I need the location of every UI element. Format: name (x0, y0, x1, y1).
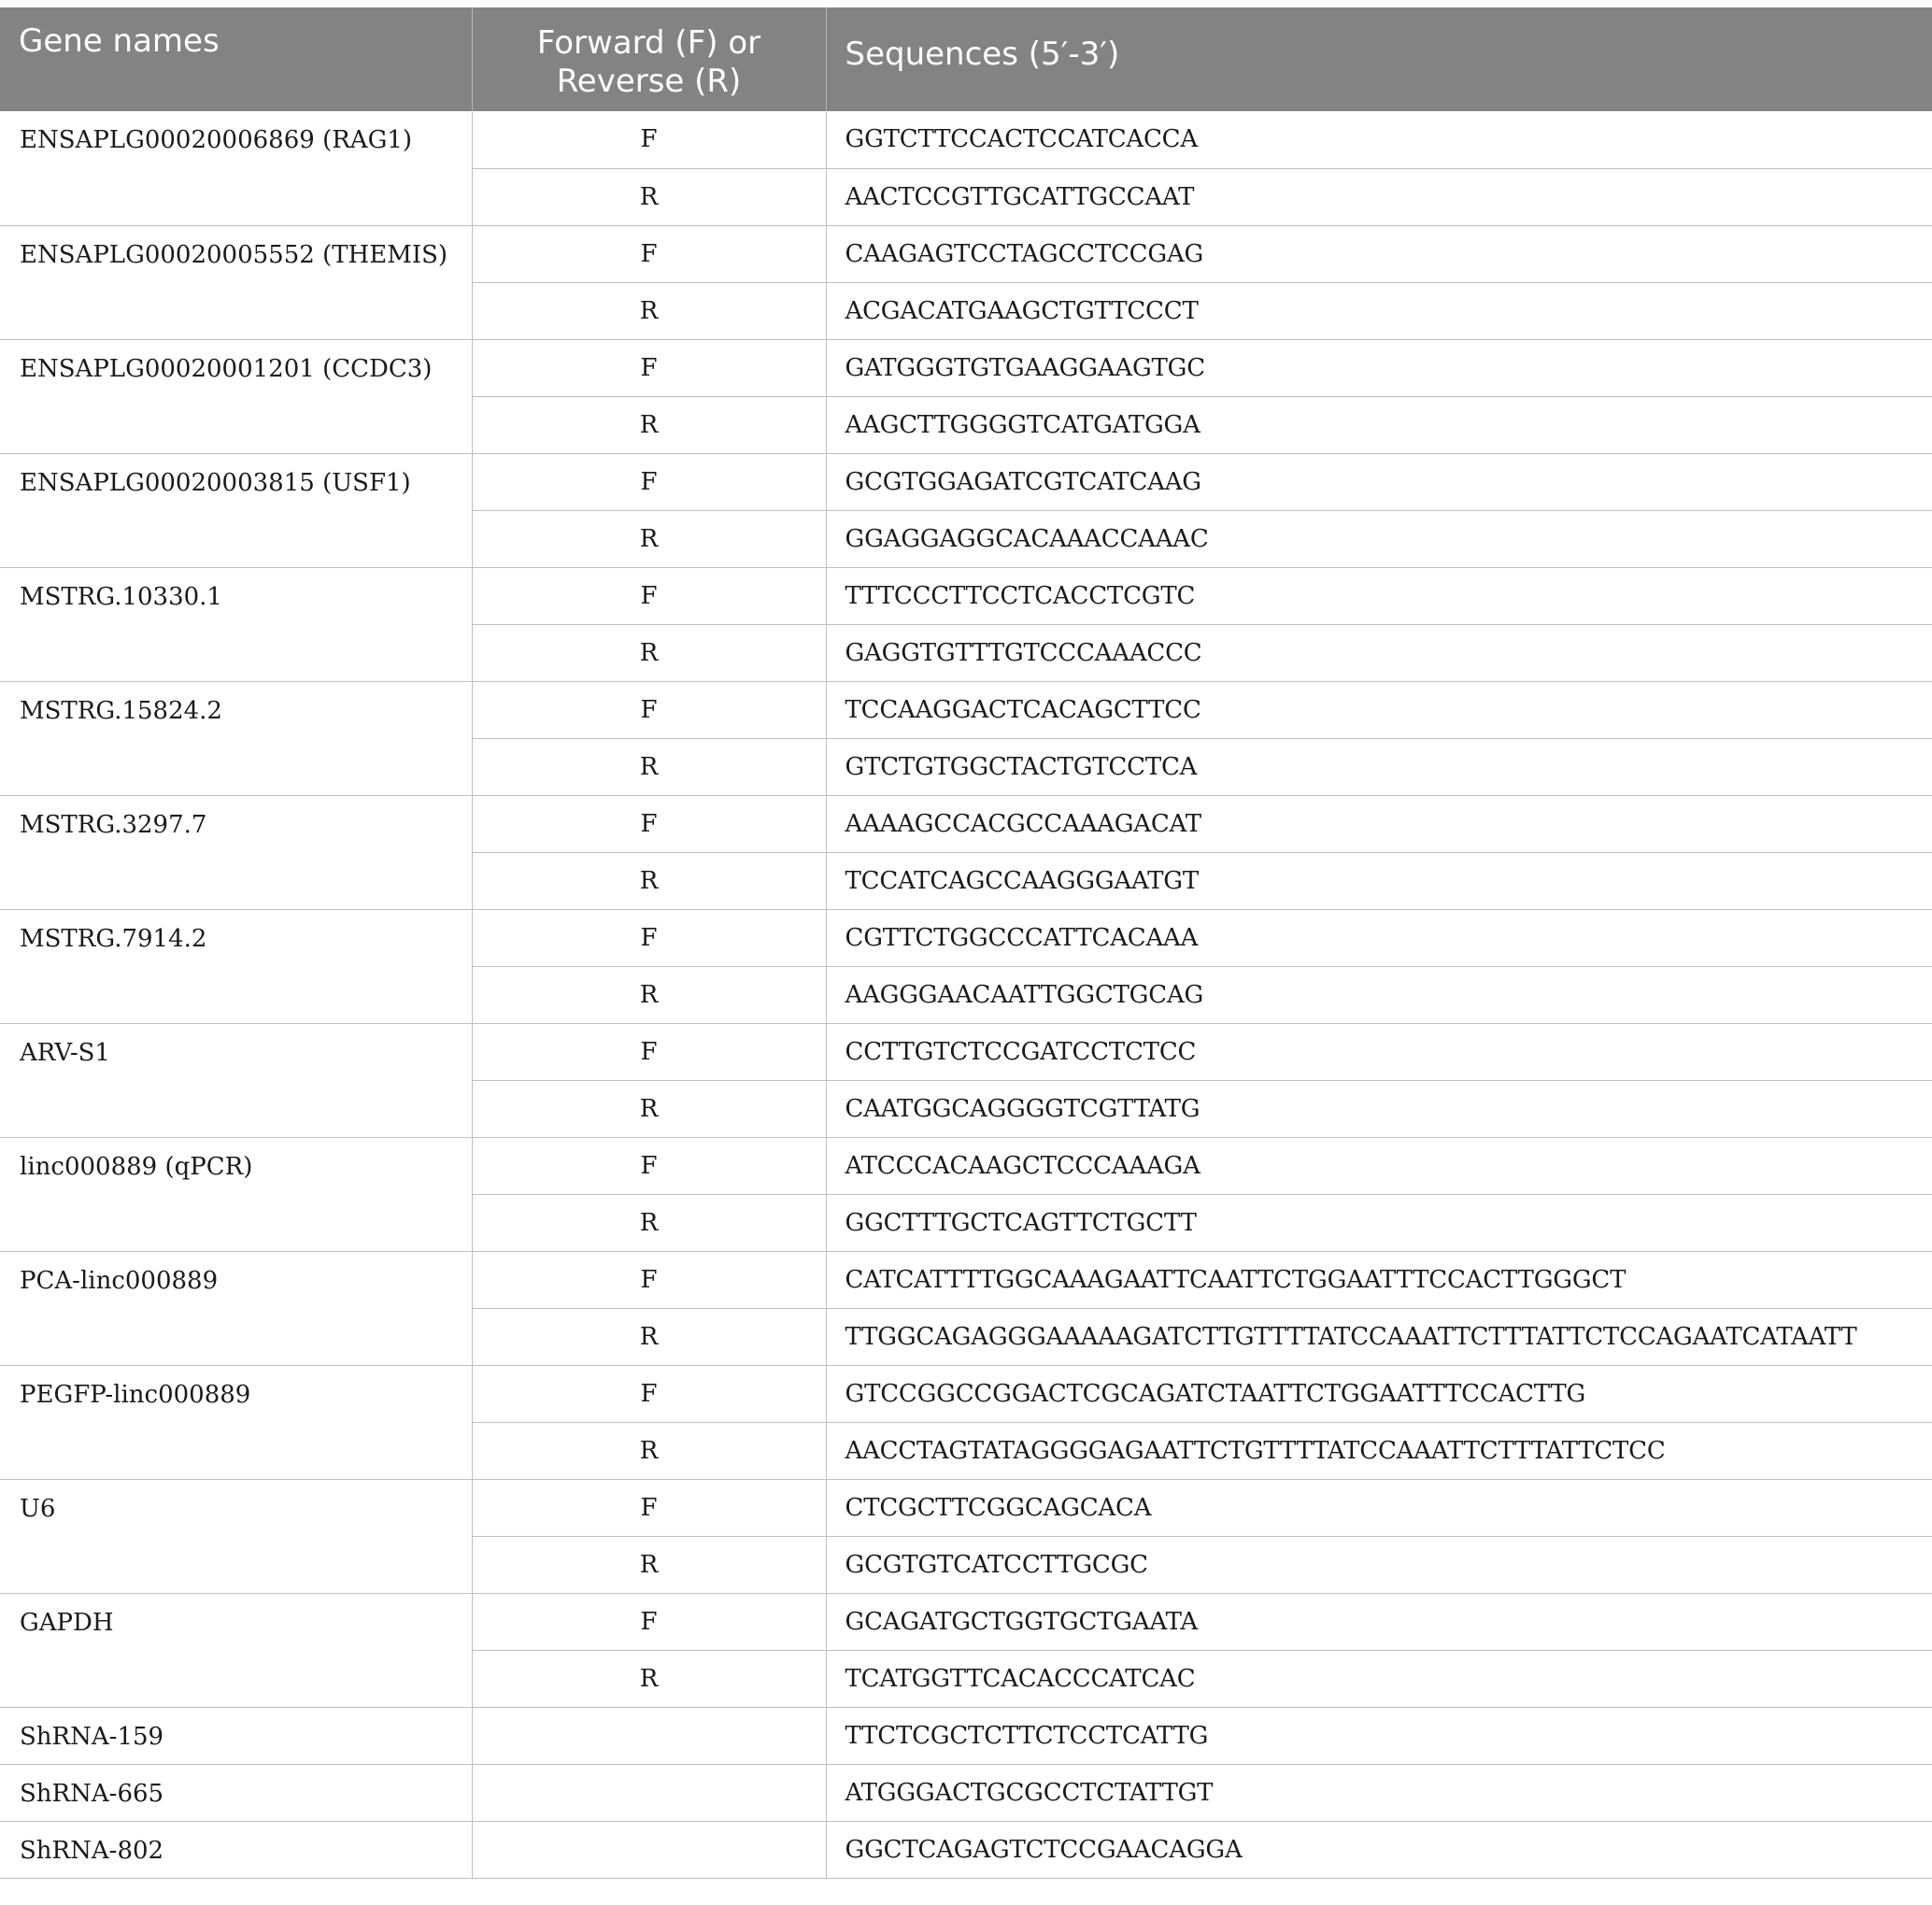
sequence-cell: TCCAAGGACTCACAGCTTCC (826, 681, 1932, 738)
sequence-cell: TCCATCAGCCAAGGGAATGT (826, 852, 1932, 909)
direction-cell: R (472, 852, 826, 909)
sequence-cell: GTCCGGCCGGACTCGCAGATCTAATTCTGGAATTTCCACTTG (826, 1365, 1932, 1422)
gene-name-cell: ShRNA-159 (0, 1707, 472, 1764)
table-row (0, 1479, 1932, 1536)
direction-cell: F (472, 453, 826, 510)
table-row (0, 1821, 1932, 1878)
direction-cell: R (472, 1422, 826, 1479)
direction-cell: R (472, 168, 826, 225)
direction-cell: R (472, 966, 826, 1023)
direction-cell: F (472, 339, 826, 396)
table-row (0, 225, 1932, 282)
direction-cell: R (472, 738, 826, 795)
header-sequences: Sequences (5′-3′) (826, 7, 1932, 111)
sequence-cell: AAGCTTGGGGTCATGATGGA (826, 396, 1932, 453)
direction-cell (472, 1764, 826, 1821)
sequence-cell: TTGGCAGAGGGAAAAAGATCTTGTTTTATCCAAATTCTTTATTCTCCAGAATCATAATT (826, 1308, 1932, 1365)
direction-cell: F (472, 681, 826, 738)
direction-cell: F (472, 1023, 826, 1080)
direction-cell: F (472, 567, 826, 624)
sequence-cell: GCAGATGCTGGTGCTGAATA (826, 1593, 1932, 1650)
sequence-cell: CGTTCTGGCCCATTCACAAA (826, 909, 1932, 966)
sequence-cell: CAAGAGTCCTAGCCTCCGAG (826, 225, 1932, 282)
table-row (0, 567, 1932, 624)
gene-name-cell: PEGFP-linc000889 (0, 1365, 472, 1479)
direction-cell: F (472, 1251, 826, 1308)
table-row (0, 1023, 1932, 1080)
gene-name-cell: MSTRG.10330.1 (0, 567, 472, 681)
gene-name-cell: PCA-linc000889 (0, 1251, 472, 1365)
direction-cell: F (472, 909, 826, 966)
sequence-cell: ACGACATGAAGCTGTTCCCT (826, 282, 1932, 339)
gene-name-cell: ARV-S1 (0, 1023, 472, 1137)
sequence-cell: ATCCCACAAGCTCCCAAAGA (826, 1137, 1932, 1194)
gene-name-cell: ShRNA-665 (0, 1764, 472, 1821)
direction-cell: F (472, 1479, 826, 1536)
direction-cell: F (472, 1137, 826, 1194)
direction-cell: F (472, 1365, 826, 1422)
table-row (0, 1593, 1932, 1650)
sequence-cell: GGCTCAGAGTCTCCGAACAGGA (826, 1821, 1932, 1878)
table-row (0, 909, 1932, 966)
sequence-cell: GGAGGAGGCACAAACCAAAC (826, 510, 1932, 567)
gene-name-cell: ENSAPLG00020001201 (CCDC3) (0, 339, 472, 453)
sequence-cell: GGTCTTCCACTCCATCACCA (826, 111, 1932, 168)
sequence-cell: GAGGTGTTTGTCCCAAACCC (826, 624, 1932, 681)
gene-name-cell: linc000889 (qPCR) (0, 1137, 472, 1251)
primer-table (0, 7, 1932, 1879)
sequence-cell: TCATGGTTCACACCCATCAC (826, 1650, 1932, 1707)
sequence-cell: GGCTTTGCTCAGTTCTGCTT (826, 1194, 1932, 1251)
gene-name-cell: U6 (0, 1479, 472, 1593)
table-body (0, 111, 1932, 1878)
header-direction: Forward (F) or Reverse (R) (472, 7, 826, 111)
sequence-cell: GCGTGTCATCCTTGCGC (826, 1536, 1932, 1593)
gene-name-cell: MSTRG.15824.2 (0, 681, 472, 795)
sequence-cell: GTCTGTGGCTACTGTCCTCA (826, 738, 1932, 795)
gene-name-cell: ENSAPLG00020003815 (USF1) (0, 453, 472, 567)
direction-cell: R (472, 1650, 826, 1707)
sequence-cell: AACTCCGTTGCATTGCCAAT (826, 168, 1932, 225)
sequence-cell: CCTTGTCTCCGATCCTCTCC (826, 1023, 1932, 1080)
sequence-cell: TTTCCCTTCCTCACCTCGTC (826, 567, 1932, 624)
table-row (0, 339, 1932, 396)
gene-name-cell: ENSAPLG00020006869 (RAG1) (0, 111, 472, 225)
direction-cell: R (472, 1080, 826, 1137)
gene-name-cell: ENSAPLG00020005552 (THEMIS) (0, 225, 472, 339)
table-row (0, 795, 1932, 852)
direction-cell: F (472, 1593, 826, 1650)
sequence-cell: CATCATTTTGGCAAAGAATTCAATTCTGGAATTTCCACTTGGGCT (826, 1251, 1932, 1308)
sequence-cell: AAAAGCCACGCCAAAGACAT (826, 795, 1932, 852)
header-gene-names: Gene names (0, 7, 472, 111)
sequence-cell: AACCTAGTATAGGGGAGAATTCTGTTTTATCCAAATTCTTTATTCTCC (826, 1422, 1932, 1479)
table-row (0, 1137, 1932, 1194)
sequence-cell: CAATGGCAGGGGTCGTTATG (826, 1080, 1932, 1137)
direction-cell (472, 1821, 826, 1878)
sequence-cell: GATGGGTGTGAAGGAAGTGC (826, 339, 1932, 396)
table-row (0, 1365, 1932, 1422)
table-row (0, 111, 1932, 168)
direction-cell: R (472, 510, 826, 567)
gene-name-cell: GAPDH (0, 1593, 472, 1707)
sequence-cell: GCGTGGAGATCGTCATCAAG (826, 453, 1932, 510)
table-row (0, 1251, 1932, 1308)
direction-cell: R (472, 396, 826, 453)
direction-cell: R (472, 1194, 826, 1251)
sequence-cell: TTCTCGCTCTTCTCCTCATTG (826, 1707, 1932, 1764)
direction-cell: F (472, 111, 826, 168)
direction-cell: R (472, 1308, 826, 1365)
direction-cell: R (472, 282, 826, 339)
table-row (0, 1764, 1932, 1821)
direction-cell: R (472, 1536, 826, 1593)
gene-name-cell: ShRNA-802 (0, 1821, 472, 1878)
direction-cell: F (472, 225, 826, 282)
sequence-cell: AAGGGAACAATTGGCTGCAG (826, 966, 1932, 1023)
gene-name-cell: MSTRG.3297.7 (0, 795, 472, 909)
table-header (0, 7, 1932, 111)
table-row (0, 453, 1932, 510)
table-row (0, 1707, 1932, 1764)
sequence-cell: CTCGCTTCGGCAGCACA (826, 1479, 1932, 1536)
direction-cell (472, 1707, 826, 1764)
gene-name-cell: MSTRG.7914.2 (0, 909, 472, 1023)
header-row (0, 7, 1932, 111)
table-row (0, 681, 1932, 738)
direction-cell: R (472, 624, 826, 681)
direction-cell: F (472, 795, 826, 852)
sequence-cell: ATGGGACTGCGCCTCTATTGT (826, 1764, 1932, 1821)
